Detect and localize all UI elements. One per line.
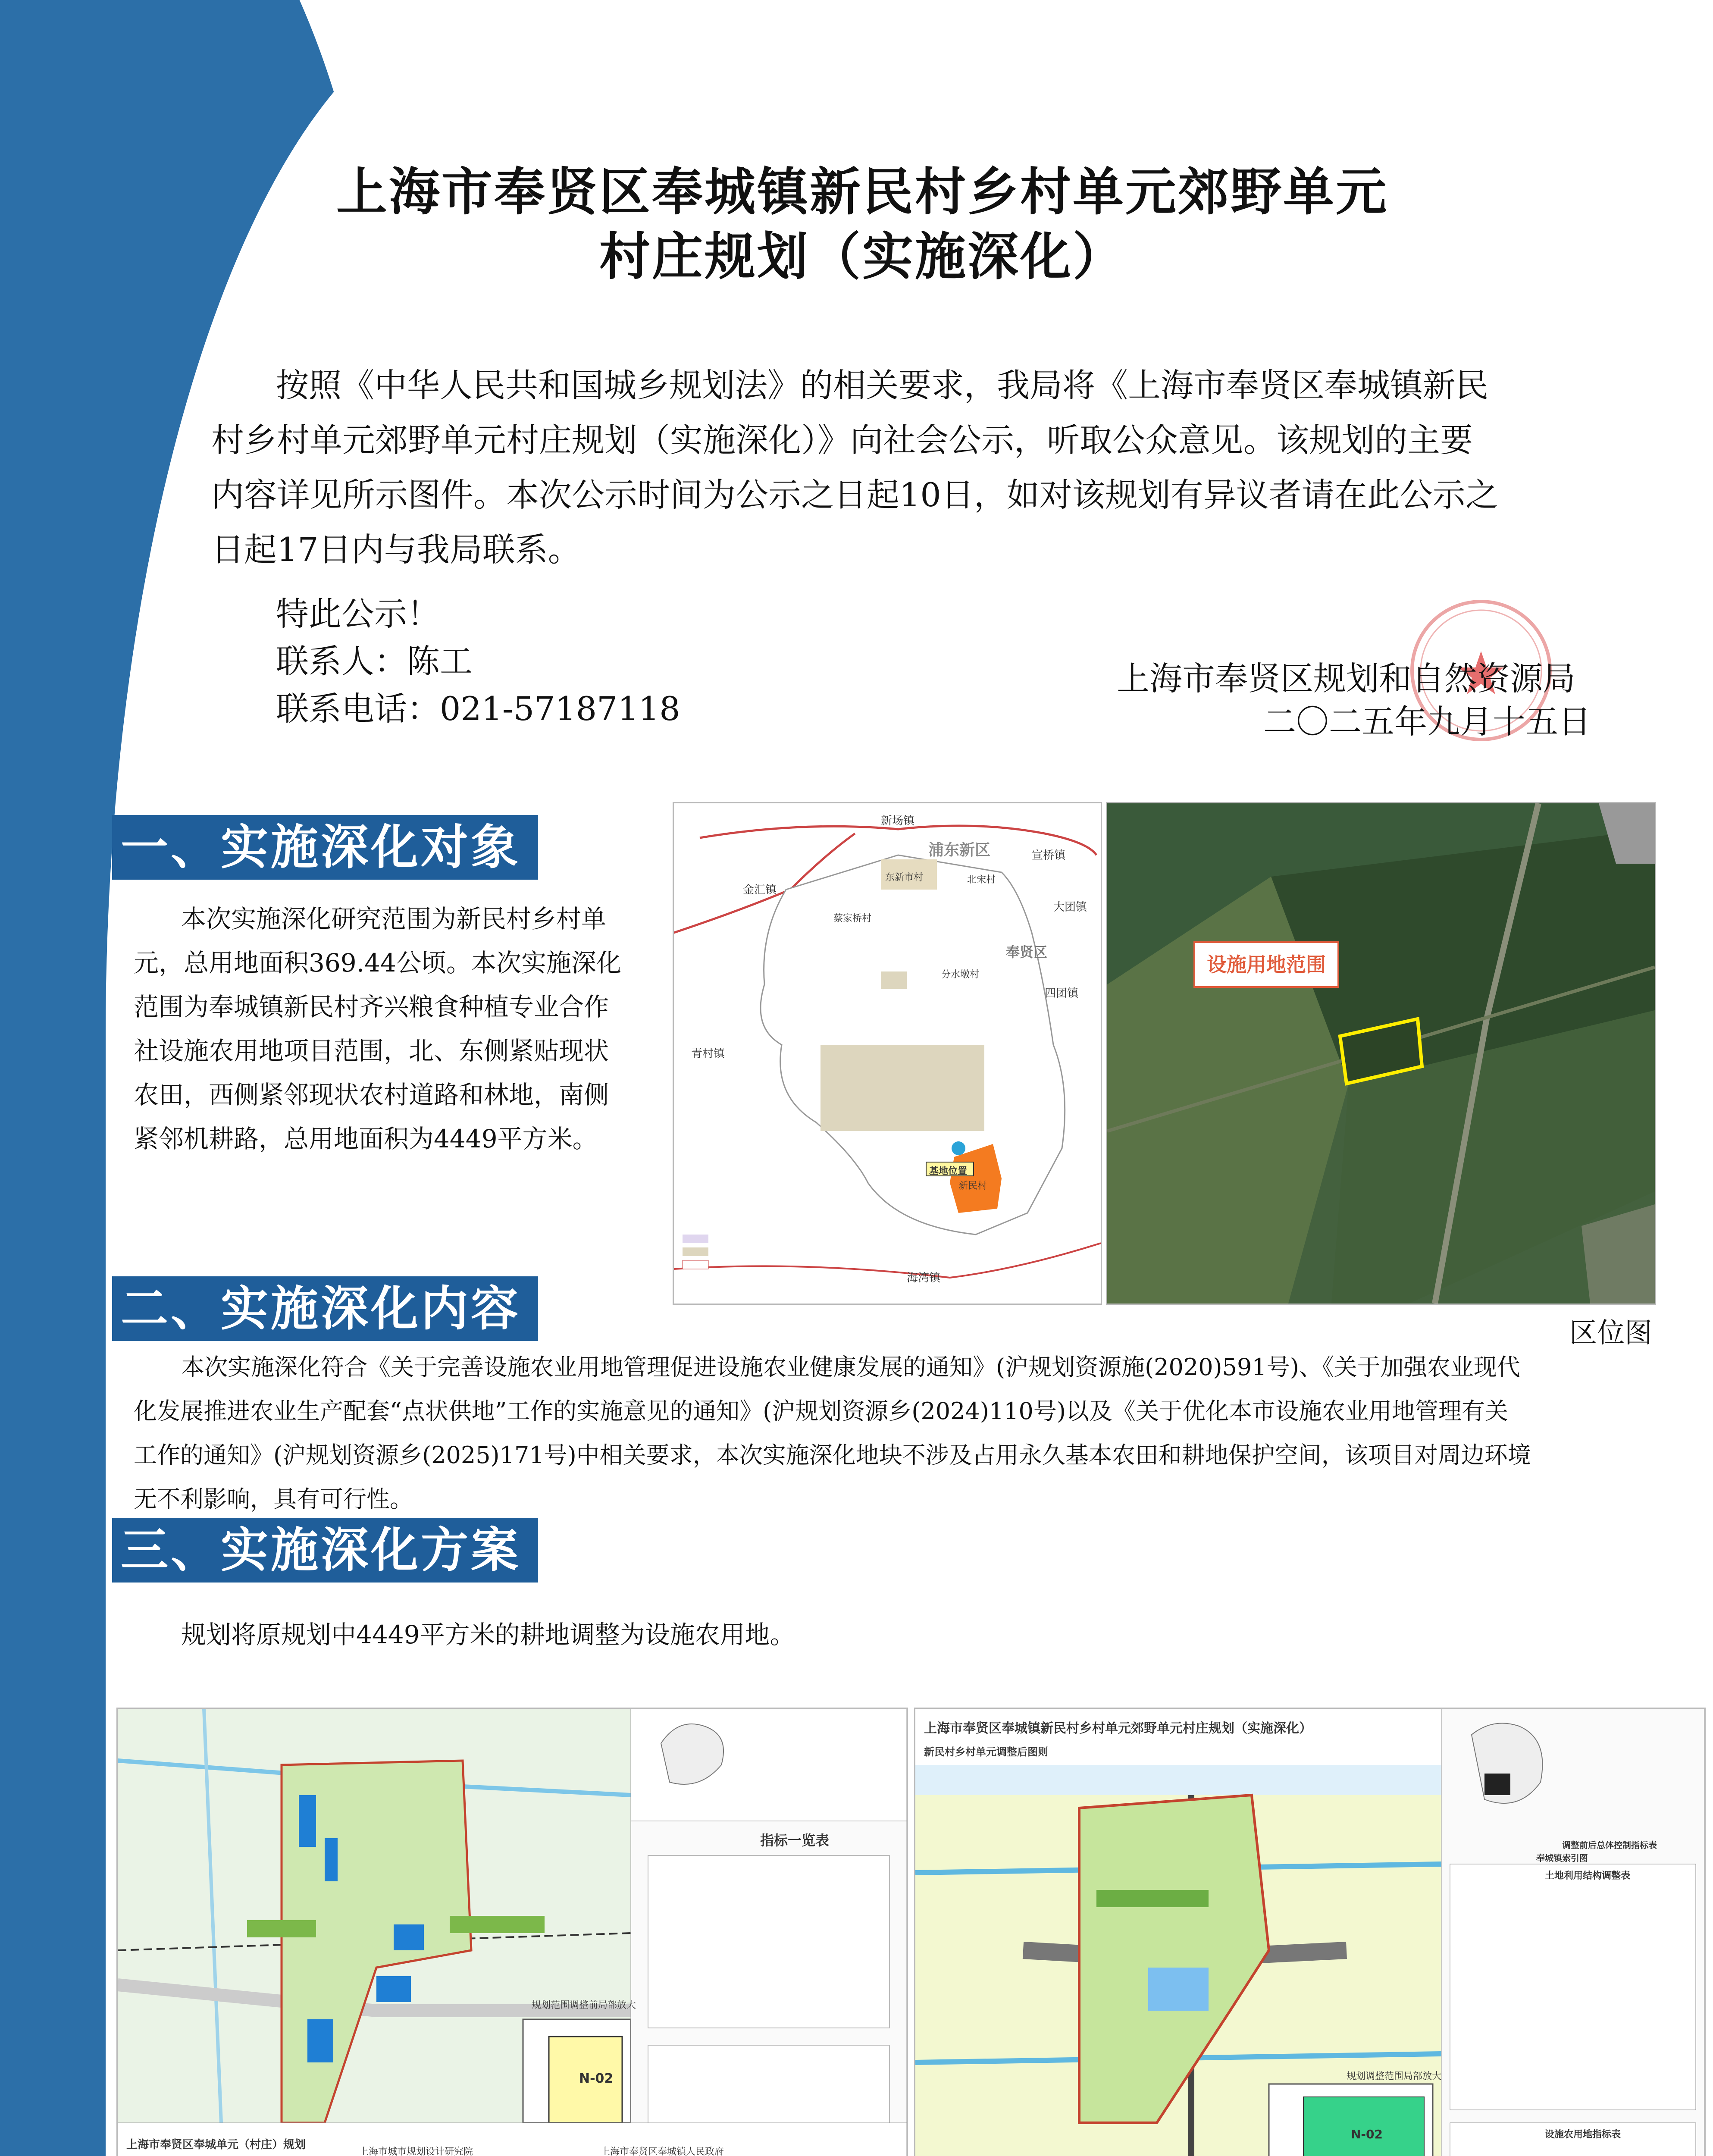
admin-label-13: 新民村 — [958, 1181, 987, 1191]
intro-line-2: 村乡村单元郊野单元村庄规划（实施深化）》向社会公示，听取公众意见。该规划的主要 — [211, 421, 1473, 459]
section-1-line-4: 社设施农用地项目范围，北、东侧紧贴现状 — [134, 1036, 609, 1065]
contact-phone: 联系电话：021-57187118 — [276, 689, 680, 728]
after-index-map: 奉城镇索引图 — [1536, 1853, 1588, 1863]
after-sub: 新民村乡村单元调整后图则 — [924, 1746, 1048, 1758]
before-adjustment-map — [116, 1708, 908, 2156]
admin-label-3: 大团镇 — [1053, 901, 1087, 914]
section-1-line-3: 范围为奉城镇新民村齐兴粮食种植专业合作 — [134, 992, 609, 1022]
before-org: 上海市奉贤区奉城镇人民政府 — [601, 2147, 724, 2156]
intro-line-1: 按照《中华人民共和国城乡规划法》的相关要求，我局将《上海市奉贤区奉城镇新民 — [276, 366, 1488, 404]
admin-label-4: 金汇镇 — [743, 884, 777, 896]
admin-label-14: 基地位置 — [929, 1166, 968, 1177]
section-1-heading: 一、实施深化对象 — [112, 815, 538, 880]
title-line-2: 村庄规划（实施深化） — [599, 226, 1125, 286]
admin-label-0: 新场镇 — [881, 815, 915, 827]
section-2-line-3: 工作的通知》(沪规划资源乡(2025)171号)中相关要求，本次实施深化地块不涉及占用永久基本农田和耕地保护空间，该项目对周边环境 — [134, 1442, 1531, 1469]
admin-label-8: 分水墩村 — [941, 969, 980, 980]
section-2-line-1: 本次实施深化符合《关于完善设施农业用地管理促进设施农业健康发展的通知》(沪规划资源施(2020)591号)、《关于加强农业现代 — [181, 1354, 1520, 1381]
section-2-line-2: 化发展推进农业生产配套“点状供地”工作的实施意见的通知》(沪规划资源乡(2024)110号)以及《关于优化本市设施农业用地管理有关 — [134, 1398, 1508, 1425]
after-header: 上海市奉贤区奉城镇新民村乡村单元郊野单元村庄规划（实施深化） — [924, 1721, 1312, 1736]
admin-label-9: 四团镇 — [1045, 987, 1079, 1000]
notice-text: 特此公示！ — [276, 595, 440, 633]
satellite-drawing — [1107, 803, 1655, 1304]
section-2-line-4: 无不利影响，具有可行性。 — [134, 1485, 413, 1513]
admin-label-7: 蔡家桥村 — [833, 913, 872, 924]
before-plot-label: N-02 — [579, 2071, 614, 2086]
satellite-image — [1106, 802, 1656, 1305]
before-table-title: 指标一览表 — [760, 1832, 830, 1849]
before-design: 上海市城市规划设计研究院 — [359, 2147, 473, 2156]
after-map-drawing — [915, 1709, 1704, 2156]
section-3-heading: 三、实施深化方案 — [112, 1518, 538, 1583]
after-table-3: 设施农用地指标表 — [1545, 2129, 1621, 2140]
location-map-caption: 区位图 — [1569, 1317, 1652, 1349]
admin-label-2: 宣桥镇 — [1032, 849, 1066, 862]
admin-label-6: 北宋村 — [967, 874, 996, 885]
intro-line-4: 日起17日内与我局联系。 — [211, 530, 581, 569]
section-2-heading: 二、实施深化内容 — [112, 1276, 538, 1341]
facility-area-label: 设施用地范围 — [1193, 941, 1339, 988]
before-note: 规划范围调整前局部放大 — [532, 2000, 636, 2011]
before-map-drawing — [118, 1709, 907, 2156]
issuer-name: 上海市奉贤区规划和自然资源局 — [1117, 659, 1575, 698]
intro-line-3: 内容详见所示图件。本次公示时间为公示之日起10日，如对该规划有异议者请在此公示之 — [211, 476, 1498, 514]
contact-person: 联系人：陈工 — [276, 642, 473, 680]
before-footer-title: 上海市奉贤区奉城单元（村庄）规划 — [126, 2138, 306, 2151]
after-plot-label: N-02 — [1351, 2127, 1383, 2141]
after-adjustment-map — [914, 1708, 1706, 2156]
section-1-line-5: 农田，西侧紧邻现状农村道路和林地，南侧 — [134, 1080, 609, 1109]
section-1-line-1: 本次实施深化研究范围为新民村乡村单 — [181, 904, 607, 934]
after-table-2: 土地利用结构调整表 — [1545, 1871, 1631, 1881]
admin-label-11: 青村镇 — [691, 1047, 725, 1060]
issue-date: 二〇二五年九月十五日 — [1263, 702, 1591, 741]
admin-label-5: 东新市村 — [885, 872, 924, 883]
section-3-text: 规划将原规划中4449平方米的耕地调整为设施农用地。 — [181, 1620, 795, 1649]
section-1-line-2: 元，总用地面积369.44公顷。本次实施深化 — [134, 948, 621, 978]
section-1-line-6: 紧邻机耕路，总用地面积为4449平方米。 — [134, 1124, 598, 1153]
after-note: 规划调整范围局部放大 — [1347, 2071, 1442, 2082]
admin-label-10: 奉贤区 — [1006, 944, 1048, 960]
admin-label-1: 浦东新区 — [928, 841, 991, 859]
title-line-1: 上海市奉贤区奉城镇新民村乡村单元郊野单元 — [336, 162, 1388, 222]
admin-label-12: 海湾镇 — [907, 1272, 941, 1285]
after-table-1: 调整前后总体控制指标表 — [1562, 1840, 1657, 1850]
location-admin-map — [673, 802, 1102, 1305]
